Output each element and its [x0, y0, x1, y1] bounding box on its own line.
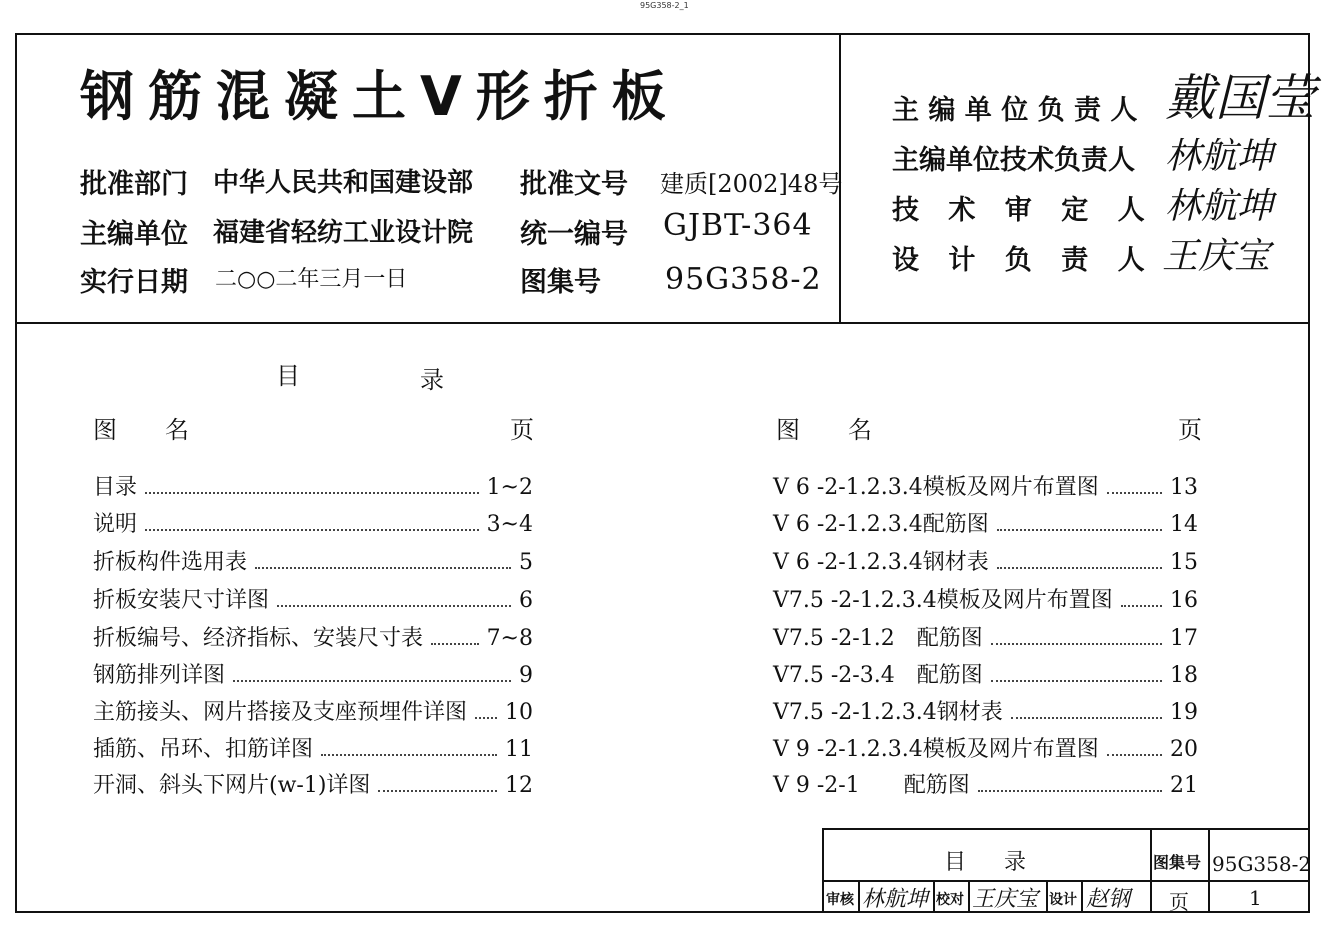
- toc-left-item-5: [93, 621, 533, 652]
- toc-left-item-7: [93, 695, 533, 726]
- toc-right-item-6-page: 18: [1170, 663, 1198, 688]
- toc-left-item-6: [93, 658, 533, 689]
- top-code: 95G358-2_1: [640, 1, 689, 10]
- toc-right-item-2-page: 14: [1170, 512, 1198, 537]
- toc-right-item-2: [773, 507, 1198, 538]
- title-block-divider-b: [1208, 830, 1210, 913]
- toc-right-item-7-name: V7.5 -2-1.2.3.4钢材表: [773, 700, 1003, 725]
- leader-dots: [255, 567, 511, 569]
- toc-left-item-4-name: 折板安装尺寸详图: [93, 588, 270, 613]
- title-block-design-label: 设计: [1049, 892, 1077, 908]
- toc-left-item-3-page: 5: [519, 550, 533, 575]
- toc-right-item-7: [773, 695, 1198, 726]
- leader-dots: [431, 643, 479, 645]
- effective-date: 二○○二年三月一日: [215, 267, 408, 292]
- title-block-atlas-label: 图集号: [1153, 853, 1202, 872]
- title-block-check-sig: 王庆宝: [972, 887, 1039, 912]
- toc-right-item-9-page: 21: [1170, 773, 1198, 798]
- toc-right-item-8-page: 20: [1170, 737, 1198, 762]
- toc-right-item-1: [773, 470, 1198, 501]
- title-block-divider-d: [933, 880, 935, 913]
- title-block-review-label: 审核: [826, 892, 854, 908]
- role-design-chief: 设 计 负 责 人: [892, 245, 1155, 276]
- approve-doc: 建质[2002]48号: [660, 170, 843, 198]
- toc-left-item-5-page: 7~8: [486, 626, 533, 651]
- toc-left-col-page: 页: [510, 416, 534, 444]
- leader-dots: [321, 754, 497, 756]
- toc-left-item-1: [93, 470, 533, 501]
- toc-left-item-6-page: 9: [519, 663, 533, 688]
- leader-dots: [1107, 754, 1162, 756]
- toc-left-item-4-page: 6: [519, 588, 533, 613]
- editor-unit-label: 主编单位: [80, 219, 188, 250]
- toc-right-item-3: [773, 545, 1198, 576]
- toc-left-item-2-name: 说明: [93, 512, 138, 537]
- toc-right-item-3-name: V 6 -2-1.2.3.4钢材表: [773, 550, 989, 575]
- unified-no: GJBT-364: [663, 208, 813, 243]
- approve-doc-label: 批准文号: [520, 169, 628, 200]
- toc-left-item-6-name: 钢筋排列详图: [93, 663, 226, 688]
- title-block-divider-f: [1046, 880, 1048, 913]
- toc-left-item-9-page: 12: [505, 773, 533, 798]
- toc-heading-char-1: 目: [276, 362, 300, 390]
- toc-heading-char-2: 录: [420, 366, 444, 394]
- toc-right-item-4-name: V7.5 -2-1.2.3.4模板及网片布置图: [773, 588, 1113, 613]
- toc-right-col-page: 页: [1178, 416, 1202, 444]
- leader-dots: [145, 492, 479, 494]
- toc-right-item-6: [773, 658, 1198, 689]
- title-block: [822, 828, 1310, 913]
- toc-right-item-1-page: 13: [1170, 475, 1198, 500]
- approve-dept: 中华人民共和国建设部: [213, 168, 474, 198]
- title-block-atlas-no: 95G358-2: [1212, 852, 1312, 876]
- role-tech-approver: 技 术 审 定 人: [892, 195, 1155, 226]
- effective-label: 实行日期: [80, 267, 188, 298]
- unified-no-label: 统一编号: [520, 219, 628, 250]
- document-title: 钢筋混凝土V形折板: [80, 65, 680, 128]
- leader-dots: [475, 717, 497, 719]
- toc-left-item-8: [93, 732, 533, 763]
- leader-dots: [997, 529, 1162, 531]
- title-block-sheet-title: 目 录: [944, 850, 1035, 875]
- toc-right-item-4: [773, 583, 1198, 614]
- atlas-no-label: 图集号: [520, 267, 601, 298]
- leader-dots: [145, 529, 479, 531]
- toc-right-item-3-page: 15: [1170, 550, 1198, 575]
- toc-left-item-9-name: 开洞、斜头下网片(w-1)详图: [93, 773, 371, 798]
- signature-tech-approver: 林航坤: [1165, 186, 1274, 227]
- toc-left-item-3-name: 折板构件选用表: [93, 550, 248, 575]
- toc-left-item-1-page: 1~2: [486, 475, 533, 500]
- title-block-page-no: 1: [1249, 886, 1262, 910]
- leader-dots: [1011, 717, 1162, 719]
- toc-right-item-2-name: V 6 -2-1.2.3.4配筋图: [773, 512, 989, 537]
- toc-left-item-1-name: 目录: [93, 475, 138, 500]
- leader-dots: [978, 790, 1162, 792]
- signature-chief-unit: 戴国莹: [1165, 69, 1315, 127]
- title-block-divider-e: [968, 880, 970, 913]
- role-tech-chief: 主编单位技术负责人: [892, 145, 1135, 176]
- role-chief-unit: 主 编 单 位 负 责 人: [892, 95, 1138, 126]
- toc-left-col-name: 图 名: [93, 416, 201, 444]
- leader-dots: [997, 567, 1162, 569]
- title-block-design-sig: 赵钢: [1086, 887, 1131, 912]
- title-block-divider-g: [1081, 880, 1083, 913]
- toc-left-item-2: [93, 507, 533, 538]
- toc-right-item-6-name: V7.5 -2-3.4 配筋图: [773, 663, 983, 688]
- toc-left-item-7-name: 主筋接头、网片搭接及支座预埋件详图: [93, 700, 468, 725]
- atlas-no: 95G358-2: [665, 262, 822, 297]
- toc-left-item-5-name: 折板编号、经济指标、安装尺寸表: [93, 626, 424, 651]
- title-block-review-sig: 林航坤: [862, 887, 929, 912]
- toc-right-item-4-page: 16: [1170, 588, 1198, 613]
- toc-left-item-2-page: 3~4: [486, 512, 533, 537]
- toc-left-item-7-page: 10: [505, 700, 533, 725]
- leader-dots: [233, 680, 511, 682]
- title-block-divider-a: [1150, 830, 1152, 913]
- editor-unit: 福建省轻纺工业设计院: [213, 218, 474, 248]
- toc-right-item-8-name: V 9 -2-1.2.3.4模板及网片布置图: [773, 737, 1099, 762]
- leader-dots: [378, 790, 497, 792]
- toc-left-item-8-page: 11: [505, 737, 533, 762]
- leader-dots: [1107, 492, 1162, 494]
- leader-dots: [991, 680, 1162, 682]
- toc-right-item-8: [773, 732, 1198, 763]
- leader-dots: [277, 605, 511, 607]
- toc-right-item-1-name: V 6 -2-1.2.3.4模板及网片布置图: [773, 475, 1099, 500]
- toc-left-item-3: [93, 545, 533, 576]
- signature-tech-chief: 林航坤: [1165, 136, 1274, 177]
- toc-right-item-9: [773, 768, 1198, 799]
- title-block-divider-c: [858, 880, 860, 913]
- header-divider: [15, 322, 1310, 324]
- toc-left-item-9: [93, 768, 533, 799]
- toc-right-item-5-page: 17: [1170, 626, 1198, 651]
- toc-right-item-5-name: V7.5 -2-1.2 配筋图: [773, 626, 983, 651]
- toc-left-item-8-name: 插筋、吊环、扣筋详图: [93, 737, 314, 762]
- toc-right-item-7-page: 19: [1170, 700, 1198, 725]
- title-block-page-label: 页: [1169, 890, 1189, 914]
- title-block-check-label: 校对: [936, 892, 964, 908]
- leader-dots: [1121, 605, 1162, 607]
- leader-dots: [991, 643, 1162, 645]
- signature-design-chief: 王庆宝: [1162, 236, 1271, 277]
- toc-right-item-9-name: V 9 -2-1 配筋图: [773, 773, 970, 798]
- approve-dept-label: 批准部门: [80, 169, 188, 200]
- toc-left-item-4: [93, 583, 533, 614]
- toc-right-item-5: [773, 621, 1198, 652]
- toc-right-col-name: 图 名: [776, 416, 884, 444]
